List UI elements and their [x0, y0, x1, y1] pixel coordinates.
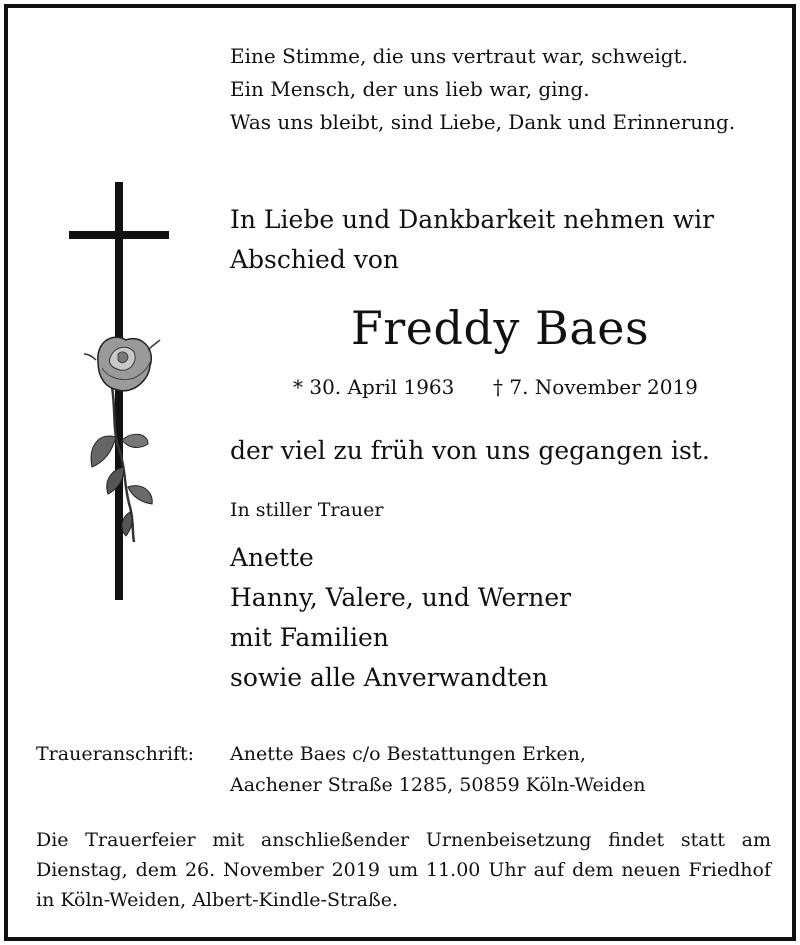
- intro-text: [230, 200, 770, 280]
- intro-line: In Liebe und Dankbarkeit nehmen wir: [230, 205, 715, 234]
- poem: [230, 40, 735, 139]
- mourner-name: sowie alle Anverwandten: [230, 663, 549, 692]
- address-line: Anette Baes c/o Bestattungen Erken,: [230, 743, 586, 765]
- deceased-name: Freddy Baes: [350, 301, 650, 355]
- death-date: † 7. November 2019: [493, 375, 698, 399]
- mourning-address: [230, 739, 646, 801]
- intro-line: Abschied von: [230, 245, 400, 274]
- ceremony-notice: [36, 825, 771, 915]
- address-label: Traueranschrift:: [36, 743, 195, 765]
- mourner-name: Anette: [230, 543, 314, 572]
- poem-line: Ein Mensch, der uns lieb war, ging.: [230, 77, 590, 101]
- obituary-frame: [4, 4, 796, 941]
- statement-text: der viel zu früh von uns gegangen ist.: [230, 436, 710, 465]
- poem-line: Was uns bleibt, sind Liebe, Dank und Erinnerung.: [230, 110, 736, 134]
- ceremony-line: in Köln-Weiden, Albert-Kindle-Straße.: [36, 889, 398, 911]
- mourning-heading: In stiller Trauer: [230, 499, 384, 521]
- address-line: Aachener Straße 1285, 50859 Köln-Weiden: [230, 774, 646, 796]
- poem-line: Eine Stimme, die uns vertraut war, schweigt.: [230, 44, 688, 68]
- mourners-list: [230, 538, 571, 698]
- mourner-name: Hanny, Valere, und Werner: [230, 583, 572, 612]
- mourner-name: mit Familien: [230, 623, 389, 652]
- ceremony-line: Dienstag, dem 26. November 2019 um 11.00 Uhr auf dem neuen Friedhof: [36, 859, 771, 881]
- cross-with-rose-icon: [68, 182, 178, 602]
- ceremony-line: Die Trauerfeier mit anschließender Urnenbeisetzung findet statt am: [36, 829, 771, 851]
- birth-date: * 30. April 1963: [293, 375, 455, 399]
